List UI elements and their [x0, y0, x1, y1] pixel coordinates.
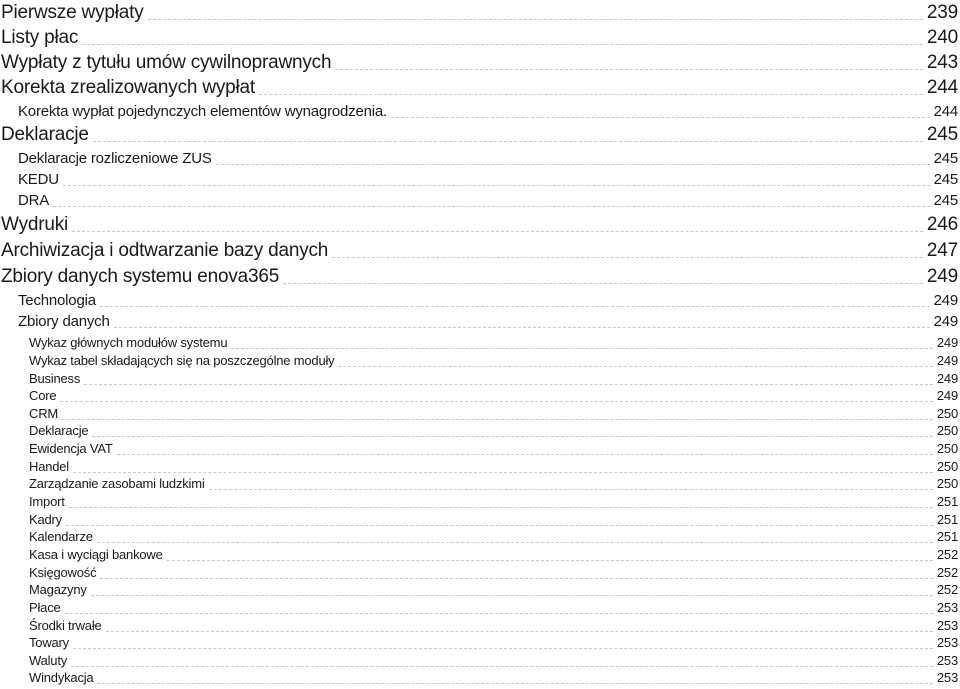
toc-entry-title: Deklaracje	[1, 124, 89, 145]
toc-entry-page: 249	[936, 335, 958, 350]
toc-entry-title: Archiwizacja i odtwarzanie bazy danych	[1, 240, 329, 261]
toc-entry-title: Wykaz tabel składających się na poszczególne moduły	[29, 353, 335, 368]
toc-entry[interactable]	[29, 652, 958, 670]
toc-entry[interactable]	[29, 352, 958, 370]
toc-entry-page: 240	[926, 27, 958, 48]
dot-leader	[283, 283, 923, 284]
toc-entry[interactable]	[18, 149, 958, 169]
toc-entry[interactable]	[1, 264, 958, 289]
dot-leader	[117, 454, 933, 455]
toc-entry-page: 251	[936, 512, 958, 527]
toc-entry[interactable]	[29, 422, 958, 440]
toc-entry-page: 249	[936, 388, 958, 403]
toc-entry[interactable]	[29, 440, 958, 458]
toc-entry-title: Waluty	[29, 653, 68, 668]
toc-entry[interactable]	[1, 212, 958, 237]
dot-leader	[148, 19, 923, 20]
toc-entry[interactable]	[29, 581, 958, 599]
dot-leader	[97, 542, 933, 543]
toc-entry-page: 253	[936, 618, 958, 633]
toc-entry[interactable]	[29, 493, 958, 511]
toc-entry-page: 249	[926, 266, 958, 287]
toc-entry[interactable]	[1, 50, 958, 75]
dot-leader	[92, 436, 932, 437]
toc-entry[interactable]	[1, 0, 958, 25]
toc-entry[interactable]	[18, 291, 958, 311]
dot-leader	[106, 631, 933, 632]
toc-entry-page: 249	[933, 313, 958, 330]
toc-entry[interactable]	[29, 599, 958, 617]
toc-entry-title: Zbiory danych	[18, 313, 110, 330]
toc-entry[interactable]	[29, 405, 958, 423]
toc-entry[interactable]	[1, 25, 958, 50]
dot-leader	[66, 525, 933, 526]
toc-entry-title: Windykacja	[29, 670, 94, 685]
toc-entry-page: 244	[926, 77, 958, 98]
toc-entry-title: DRA	[18, 192, 50, 209]
toc-entry-page: 250	[936, 423, 958, 438]
toc-entry-page: 249	[933, 292, 958, 309]
toc-entry[interactable]	[29, 546, 958, 564]
toc-entry-title: Środki trwałe	[29, 618, 102, 633]
toc-entry-page: 252	[936, 565, 958, 580]
toc-entry-page: 250	[936, 441, 958, 456]
toc-entry-page: 245	[933, 150, 958, 167]
toc-entry-page: 251	[936, 494, 958, 509]
toc-entry-title: CRM	[29, 406, 59, 421]
toc-entry-title: Wydruki	[1, 214, 69, 235]
toc-entry[interactable]	[29, 634, 958, 652]
toc-entry[interactable]	[29, 475, 958, 493]
toc-entry-page: 253	[936, 600, 958, 615]
toc-entry-title: Kasa i wyciągi bankowe	[29, 547, 163, 562]
toc-entry-title: Ewidencja VAT	[29, 441, 113, 456]
dot-leader	[338, 366, 932, 367]
toc-entry-title: Korekta wypłat pojedynczych elementów wynagrodzenia.	[18, 103, 387, 120]
toc-entry[interactable]	[18, 312, 958, 332]
toc-entry-title: Wykaz głównych modułów systemu	[29, 335, 228, 350]
dot-leader	[82, 44, 923, 45]
toc-entry-title: Wypłaty z tytułu umów cywilnoprawnych	[1, 52, 332, 73]
toc-entry[interactable]	[29, 617, 958, 635]
toc-entry-page: 251	[936, 529, 958, 544]
dot-leader	[72, 231, 923, 232]
toc-entry[interactable]	[18, 170, 958, 190]
toc-entry-page: 243	[926, 52, 958, 73]
dot-leader	[216, 164, 930, 165]
dot-leader	[335, 69, 923, 70]
toc-entry-title: KEDU	[18, 171, 59, 188]
toc-entry-title: Handel	[29, 459, 69, 474]
dot-leader	[91, 595, 933, 596]
dot-leader	[65, 613, 933, 614]
toc-entry-title: Płace	[29, 600, 61, 615]
toc-entry-page: 253	[936, 635, 958, 650]
toc-entry-page: 250	[936, 406, 958, 421]
dot-leader	[100, 306, 930, 307]
toc-entry-page: 239	[926, 2, 958, 23]
toc-entry-page: 249	[936, 371, 958, 386]
toc-entry-title: Deklaracje rozliczeniowe ZUS	[18, 150, 212, 167]
dot-leader	[97, 683, 932, 684]
toc-entry[interactable]	[29, 370, 958, 388]
toc-entry-page: 246	[926, 214, 958, 235]
toc-entry-title: Zbiory danych systemu enova365	[1, 266, 280, 287]
dot-leader	[209, 489, 933, 490]
toc-entry-title: Core	[29, 388, 57, 403]
toc-entry-page: 250	[936, 476, 958, 491]
toc-entry[interactable]	[1, 238, 958, 263]
toc-entry-title: Listy płac	[1, 27, 79, 48]
toc-entry[interactable]	[29, 669, 958, 687]
toc-entry-page: 245	[926, 124, 958, 145]
dot-leader	[332, 257, 923, 258]
toc-entry-title: Księgowość	[29, 565, 97, 580]
dot-leader	[93, 141, 923, 142]
toc-entry-title: Kalendarze	[29, 529, 93, 544]
dot-leader	[73, 472, 933, 473]
toc-entry[interactable]	[1, 75, 958, 100]
toc-entry-page: 252	[936, 582, 958, 597]
dot-leader	[63, 185, 930, 186]
dot-leader	[231, 348, 933, 349]
toc-entry-title: Magazyny	[29, 582, 87, 597]
toc-entry[interactable]	[18, 191, 958, 211]
dot-leader	[62, 419, 933, 420]
dot-leader	[71, 666, 933, 667]
toc-entry-page: 249	[936, 353, 958, 368]
toc-entry[interactable]	[18, 102, 958, 122]
toc-entry-title: Kadry	[29, 512, 62, 527]
toc-entry-page: 253	[936, 670, 958, 685]
toc-entry-page: 250	[936, 459, 958, 474]
dot-leader	[60, 401, 933, 402]
toc-entry-title: Import	[29, 494, 65, 509]
toc-entry-title: Technologia	[18, 292, 96, 309]
toc-entry[interactable]	[29, 564, 958, 582]
dot-leader	[114, 327, 930, 328]
toc-entry[interactable]	[29, 528, 958, 546]
dot-leader	[73, 648, 933, 649]
toc-entry[interactable]	[29, 334, 958, 352]
dot-leader	[259, 94, 923, 95]
toc-entry-page: 252	[936, 547, 958, 562]
dot-leader	[69, 507, 933, 508]
toc-entry[interactable]	[29, 511, 958, 529]
dot-leader	[84, 384, 933, 385]
dot-leader	[100, 578, 933, 579]
toc-entry-title: Towary	[29, 635, 69, 650]
toc-entry-page: 244	[933, 103, 958, 120]
toc-entry-page: 245	[933, 192, 958, 209]
toc-entry[interactable]	[29, 458, 958, 476]
dot-leader	[167, 560, 933, 561]
toc-entry[interactable]	[29, 387, 958, 405]
toc-entry-title: Deklaracje	[29, 423, 89, 438]
dot-leader	[391, 117, 930, 118]
toc-entry-title: Zarządzanie zasobami ludzkimi	[29, 476, 205, 491]
toc-entry-page: 247	[926, 240, 958, 261]
toc-entry-title: Business	[29, 371, 81, 386]
toc-entry-title: Korekta zrealizowanych wypłat	[1, 77, 255, 98]
toc-entry-page: 253	[936, 653, 958, 668]
toc-entry-title: Pierwsze wypłaty	[1, 2, 144, 23]
toc-entry-page: 245	[933, 171, 958, 188]
dot-leader	[53, 206, 929, 207]
toc-entry[interactable]	[1, 122, 958, 147]
